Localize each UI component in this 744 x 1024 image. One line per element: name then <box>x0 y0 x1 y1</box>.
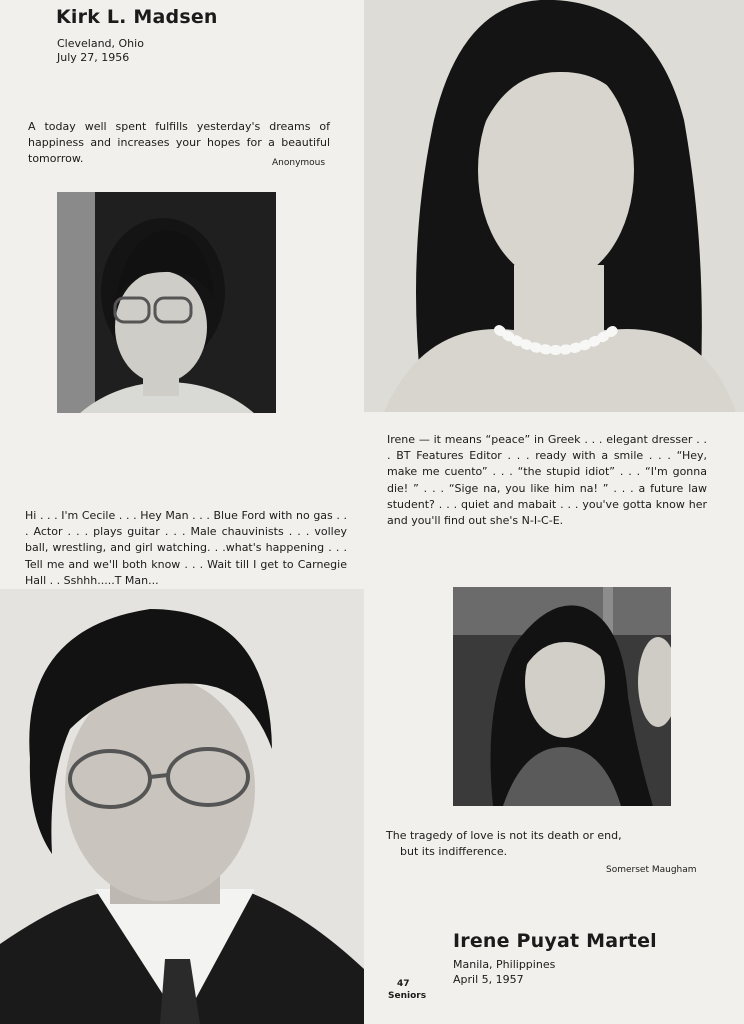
irene-birthdate: April 5, 1957 <box>453 973 524 986</box>
kirk-name: Kirk L. Madsen <box>56 6 218 28</box>
kirk-quote-attribution: Anonymous <box>272 158 326 168</box>
irene-portrait-photo <box>364 0 744 412</box>
irene-hometown: Manila, Philippines <box>453 958 556 971</box>
irene-blurb: Irene — it means “peace” in Greek . . . elegant dresser . . . BT Features Editor . . . ready with a smile . . . “Hey, make me cuento” . . . “the stupid idiot” . . . “I'm gonna die! ” . . . “Sige na, you like him na! ” . . . a future law student? . . . quiet and mabait . . . you've gotta know her and you'll find out she's N-I-C-E. <box>387 433 707 528</box>
kirk-portrait-photo <box>0 589 364 1024</box>
irene-candid-photo <box>453 587 671 806</box>
kirk-quote: A today well spent fulfills yesterday's dreams of happiness and increases your hopes for a beautiful tomorrow. <box>28 120 330 166</box>
kirk-blurb: Hi . . . I'm Cecile . . . Hey Man . . . Blue Ford with no gas . . . Actor . . . plays guitar . . . Male chauvinists . . . volley ball, wrestling, and girl watching. . .what's happening . . . Tell me and we'll both know . . . Wait till I get to Carnegie Hall . . Sshhh.....T Man... <box>25 509 347 587</box>
irene-quote-line1: The tragedy of love is not its death or end, <box>386 829 622 842</box>
irene-name: Irene Puyat Martel <box>453 930 657 952</box>
kirk-hometown: Cleveland, Ohio <box>57 37 144 50</box>
kirk-casual-photo <box>57 192 276 413</box>
kirk-birthdate: July 27, 1956 <box>57 51 130 64</box>
section-label: Seniors <box>388 991 427 1001</box>
page-number: 47 <box>397 979 410 989</box>
irene-quote-attribution: Somerset Maugham <box>606 865 697 875</box>
irene-quote-line2: but its indifference. <box>400 845 508 858</box>
